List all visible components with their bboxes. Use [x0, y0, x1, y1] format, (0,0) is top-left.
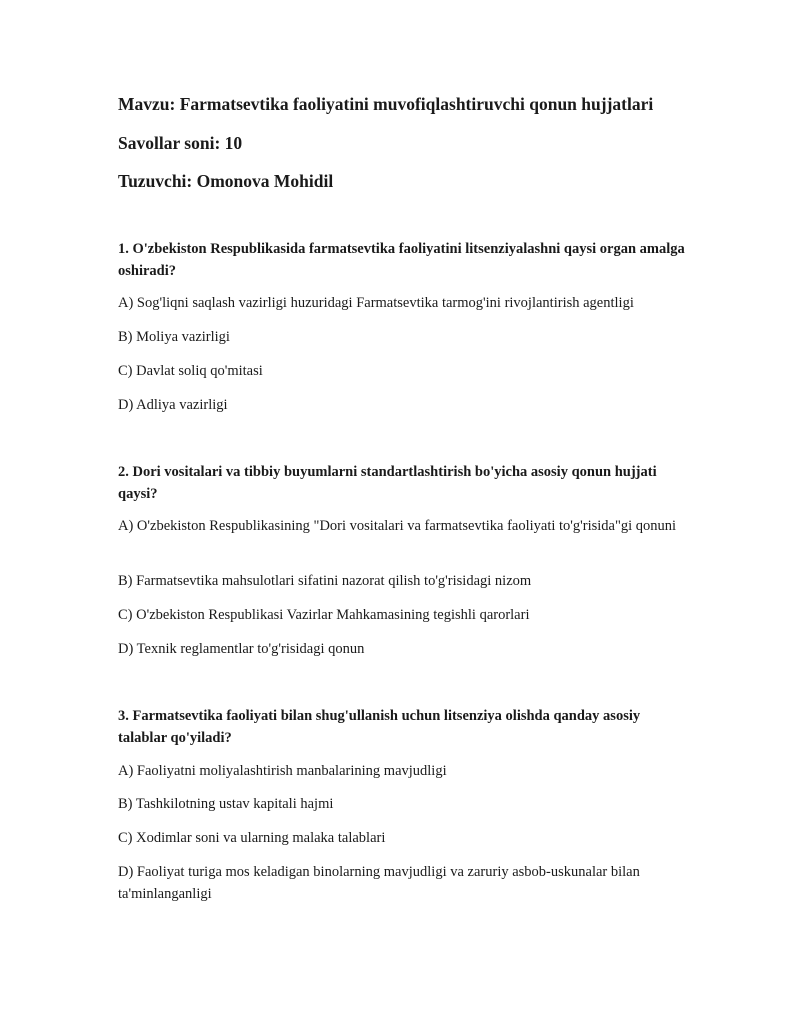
- question-3-option-b: B) Tashkilotning ustav kapitali hajmi: [118, 796, 334, 812]
- question-2-option-a: A) O'zbekiston Respublikasining "Dori vositalari va farmatsevtika faoliyati to'g'risida"gi qonuni: [118, 518, 677, 534]
- question-1-text: 1. O'zbekiston Respublikasida farmatsevtika faoliyatini litsenziyalashni qaysi organ amalga oshiradi?: [118, 241, 685, 279]
- question-1-option-d: D) Adliya vazirligi: [118, 397, 228, 413]
- topic-heading: Mavzu: Farmatsevtika faoliyatini muvofiqlashtiruvchi qonun hujjatlari: [118, 94, 654, 114]
- question-count-heading: Savollar soni: 10: [118, 133, 243, 153]
- question-2-option-b: B) Farmatsevtika mahsulotlari sifatini nazorat qilish to'g'risidagi nizom: [118, 573, 532, 589]
- question-2-option-d: D) Texnik reglamentlar to'g'risidagi qonun: [118, 641, 365, 657]
- question-3-option-c: C) Xodimlar soni va ularning malaka talablari: [118, 830, 386, 846]
- question-1-option-b: B) Moliya vazirligi: [118, 329, 230, 345]
- question-2-text: 2. Dori vositalari va tibbiy buyumlarni standartlashtirish bo'yicha asosiy qonun hujjati qaysi?: [118, 464, 657, 502]
- question-1-option-a: A) Sog'liqni saqlash vazirligi huzuridagi Farmatsevtika tarmog'ini rivojlantirish agentligi: [118, 295, 634, 311]
- question-3-option-a: A) Faoliyatni moliyalashtirish manbalarining mavjudligi: [118, 763, 447, 779]
- question-1-option-c: C) Davlat soliq qo'mitasi: [118, 363, 263, 379]
- question-2-option-c: C) O'zbekiston Respublikasi Vazirlar Mahkamasining tegishli qarorlari: [118, 607, 530, 623]
- author-heading: Tuzuvchi: Omonova Mohidil: [118, 171, 334, 191]
- question-3-option-d: D) Faoliyat turiga mos keladigan binolarning mavjudligi va zaruriy asbob-uskunalar bilan ta'minlanganligi: [118, 864, 640, 902]
- question-3-text: 3. Farmatsevtika faoliyati bilan shug'ullanish uchun litsenziya olishda qanday asosiy talablar qo'yiladi?: [118, 708, 641, 746]
